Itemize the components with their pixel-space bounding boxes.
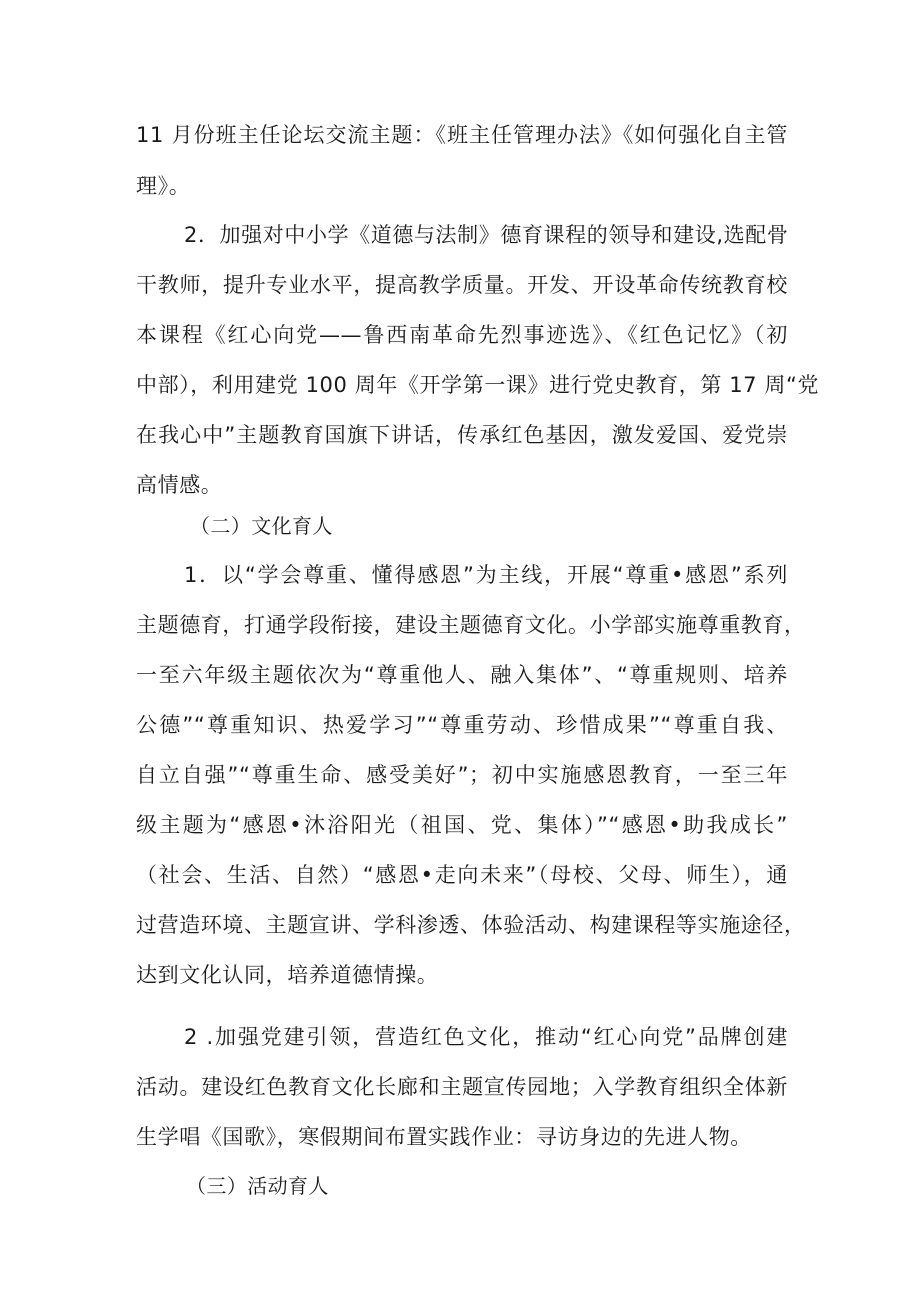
text-line: 一至六年级主题依次为“尊重他人、融入集体”、“尊重规则、培养 (136, 663, 788, 687)
text-line: 在我心中”主题教育国旗下讲话，传承红色基因，激发爱国、爱党崇 (136, 423, 788, 447)
text-line: 生学唱《国歌》，寒假期间布置实践作业：寻访身边的先进人物。 (136, 1125, 752, 1149)
section-heading-2: （二）文化育人 (190, 514, 333, 538)
text-line: 理》。 (136, 174, 191, 198)
text-line: 本课程《红心向党——鲁西南革命先烈事迹选》、《红色记忆》（初 (136, 323, 788, 347)
text-line: 中部），利用建党 100 周年《开学第一课》进行党史教育，第 17 周“党 (136, 373, 820, 397)
text-line: 11 月份班主任论坛交流主题：《班主任管理办法》《如何强化自主管 (136, 123, 788, 147)
text-line: 干教师，提升专业水平，提高教学质量。开发、开设革命传统教育校 (136, 273, 788, 297)
text-line: 级主题为“感恩•沐浴阳光（祖国、党、集体）”“感恩•助我成长” (136, 813, 788, 837)
text-line: 2．加强对中小学《道德与法制》德育课程的领导和建设,选配骨 (184, 223, 789, 247)
text-line: 自立自强”“尊重生命、感受美好”；初中实施感恩教育，一至三年 (136, 763, 788, 787)
text-line: （社会、生活、自然）“感恩•走向未来”（母校、父母、师生），通 (136, 863, 788, 887)
text-line: 公德”“尊重知识、热爱学习”“尊重劳动、珍惜成果”“尊重自我、 (136, 713, 788, 737)
text-line: 1．以“学会尊重、懂得感恩”为主线，开展“尊重•感恩”系列 (184, 563, 788, 587)
text-line: 活动。建设红色教育文化长廊和主题宣传园地；入学教育组织全体新 (136, 1075, 788, 1099)
text-line: 达到文化认同，培养道德情操。 (136, 963, 439, 987)
text-line: 2 .加强党建引领，营造红色文化，推动“红心向党”品牌创建 (184, 1025, 788, 1049)
text-line: 高情感。 (136, 473, 223, 497)
section-heading-3: （三）活动育人 (186, 1174, 329, 1198)
text-line: 过营造环境、主题宣讲、学科渗透、体验活动、构建课程等实施途径， (136, 913, 806, 937)
text-line: 主题德育，打通学段衔接，建设主题德育文化。小学部实施尊重教育， (136, 613, 806, 637)
